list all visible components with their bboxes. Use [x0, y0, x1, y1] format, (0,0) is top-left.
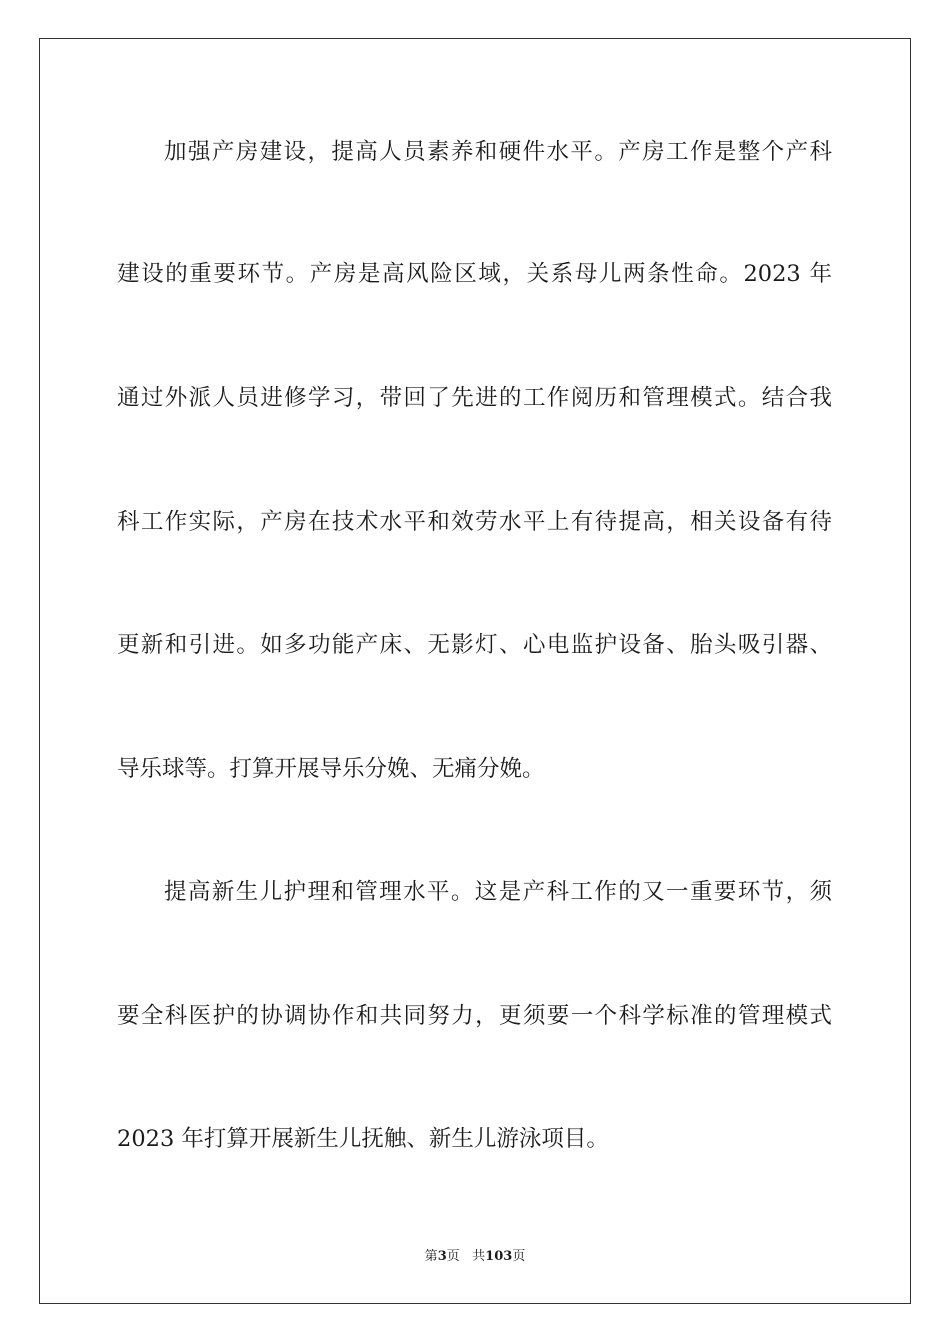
paragraph-1-line-5: 更新和引进。如多功能产床、无影灯、心电监护设备、胎头吸引器、 [117, 632, 832, 658]
page-suffix: 页 [446, 1249, 460, 1264]
total-prefix: 共 [472, 1249, 486, 1264]
paragraph-2-line-1: 提高新生儿护理和管理水平。这是产科工作的又一重要环节，须 [164, 879, 832, 905]
page-footer [0, 1248, 950, 1266]
total-suffix: 页 [512, 1249, 526, 1264]
paragraph-2-line-3: 2023 年打算开展新生儿抚触、新生儿游泳项目。 [117, 1126, 609, 1152]
page-border [39, 38, 911, 1304]
page-prefix: 第 [424, 1249, 438, 1264]
paragraph-1-line-6: 导乐球等。打算开展导乐分娩、无痛分娩。 [117, 756, 545, 782]
paragraph-1-line-1: 加强产房建设，提高人员素养和硬件水平。产房工作是整个产科 [164, 139, 832, 165]
paragraph-1-line-2: 建设的重要环节。产房是高风险区域，关系母儿两条性命。2023 年 [117, 261, 832, 287]
total-pages: 103 [485, 1249, 513, 1264]
paragraph-1-line-3: 通过外派人员进修学习，带回了先进的工作阅历和管理模式。结合我 [117, 385, 832, 411]
paragraph-2-line-2: 要全科医护的协调协作和共同努力，更须要一个科学标准的管理模式 [117, 1003, 832, 1029]
page-number: 3 [437, 1249, 447, 1264]
paragraph-1-line-4: 科工作实际，产房在技术水平和效劳水平上有待提高，相关设备有待 [117, 509, 832, 535]
